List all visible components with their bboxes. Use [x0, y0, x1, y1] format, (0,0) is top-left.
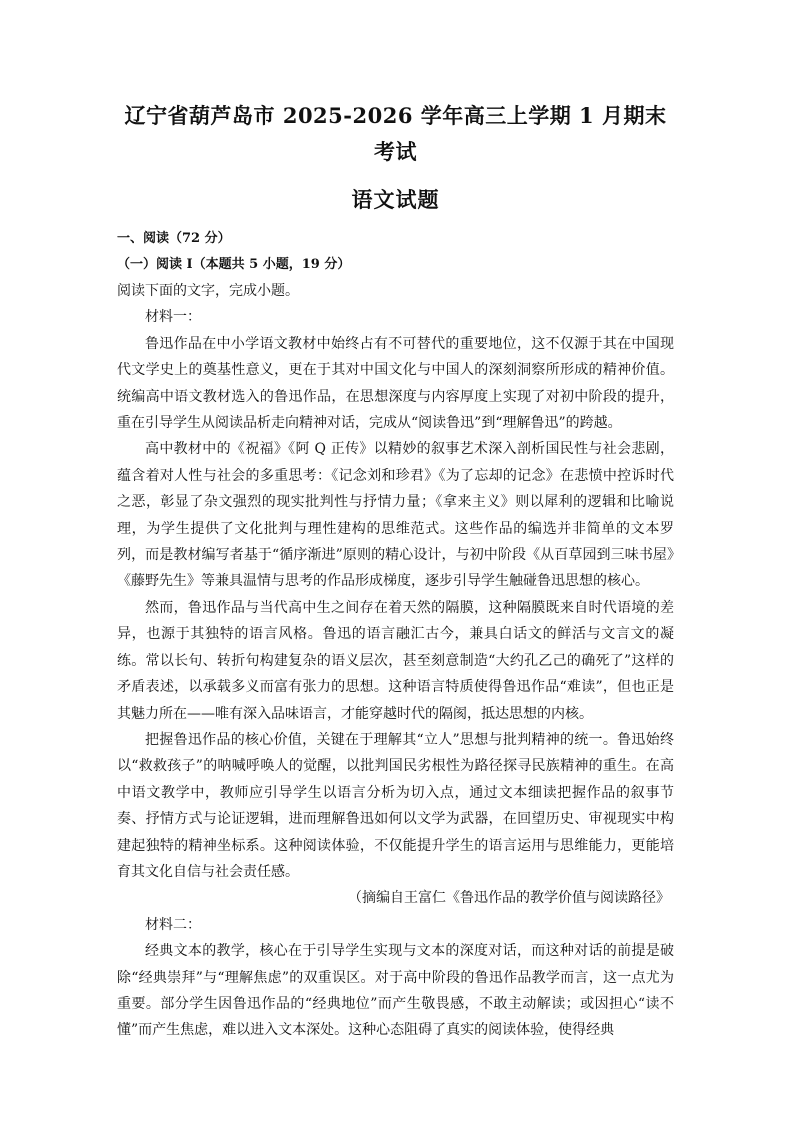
material-one-label: 材料一： — [145, 309, 201, 326]
instruction-text: 阅读下面的文字，完成小题。 — [117, 283, 299, 299]
material-two-paragraph-1: 经典文本的教学，核心在于引导学生实现与文本的深度对话，而这种对话的前提是破除“经典崇拜”与“理解焦虑”的双重误区。对于高中阶段的鲁迅作品教学而言，这一点尤为重要。部分学生因鲁迅作品的“经典地位”而产生敬畏感，不敢主动解读；或因担心“读不懂”而产生焦虑，难以进入文本深处。这种心态阻碍了真实的阅读体验，使得经典 — [117, 943, 674, 1039]
material-one-source: （摘编自王富仁《鲁迅作品的教学价值与阅读路径》 — [348, 890, 670, 907]
material-one-paragraph-3: 然而，鲁迅作品与当代高中生之间存在着天然的隔膜，这种隔膜既来自时代语境的差异，也源于其独特的语言风格。鲁迅的语言融汇古今，兼具白话文的鲜活与文言文的凝练。常以长句、转折句构建复杂的语义层次，甚至刻意制造“大约孔乙己的确死了”这样的矛盾表述，以承载多义而富有张力的思想。这种语言特质使得鲁迅作品“难读”，但也正是其魅力所在——唯有深入品味语言，才能穿越时代的隔阂，抵达思想的内核。 — [117, 599, 674, 722]
section-heading: 一、阅读（72 分） — [117, 231, 231, 246]
subsection-heading: （一）阅读 I（本题共 5 小题，19 分） — [117, 257, 351, 272]
exam-title: 辽宁省葫芦岛市 2025-2026 学年高三上学期 1 月期末考试 — [124, 103, 667, 164]
exam-subtitle: 语文试题 — [351, 187, 440, 212]
material-one-paragraph-2: 高中教材中的《祝福》《阿 Q 正传》以精妙的叙事艺术深入剖析国民性与社会悲剧，蕴含着对人性与社会的多重思考：《记念刘和珍君》《为了忘却的记念》在悲愤中控诉时代之恶，彰显了杂文强烈的现实批判性与抒情力量；《拿来主义》则以犀利的逻辑和比喻说理，为学生提供了文化批判与理性建构的思维范式。这些作品的编选并非简单的文本罗列，而是教材编写者基于“循序渐进”原则的精心设计，与初中阶段《从百草园到三味书屋》《藤野先生》等兼具温情与思考的作品形成梯度，逐步引导学生触碰鲁迅思想的核心。 — [117, 441, 674, 590]
material-one-paragraph-1: 鲁迅作品在中小学语文教材中始终占有不可替代的重要地位，这不仅源于其在中国现代文学史上的奠基性意义，更在于其对中国文化与中国人的深刻洞察所形成的精神价值。统编高中语文教材选入的鲁迅作品，在思想深度与内容厚度上实现了对初中阶段的提升，重在引导学生从阅读品析走向精神对话，完成从“阅读鲁迅”到“理解鲁迅”的跨越。 — [117, 335, 674, 432]
material-one-paragraph-4: 把握鲁迅作品的核心价值，关键在于理解其“立人”思想与批判精神的统一。鲁迅始终以“救救孩子”的呐喊呼唤人的觉醒，以批判国民劣根性为路径探寻民族精神的重生。在高中语文教学中，教师应引导学生以语言分析为切入点，通过文本细读把握作品的叙事节奏、抒情方式与论证逻辑，进而理解鲁迅如何以文学为武器，在回望历史、审视现实中构建起独特的精神坐标系。这种阅读体验，不仅能提升学生的语言运用与思维能力，更能培育其文化自信与社会责任感。 — [117, 731, 674, 880]
material-two-label: 材料二： — [145, 916, 201, 933]
